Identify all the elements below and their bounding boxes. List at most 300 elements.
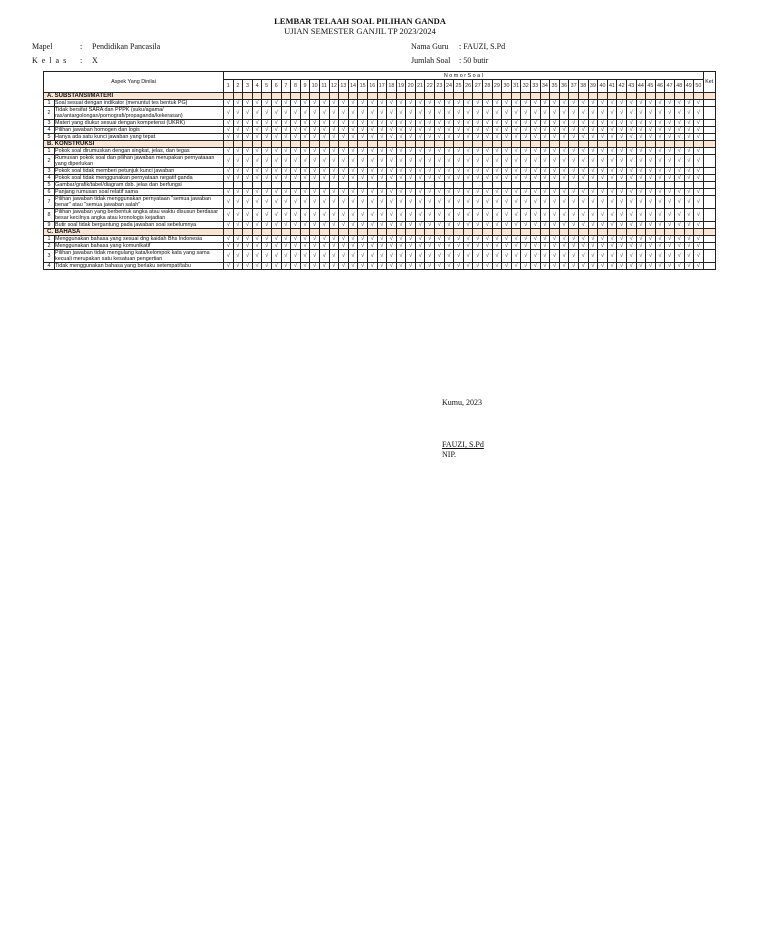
check-cell[interactable]: √ [367, 189, 377, 196]
check-cell[interactable]: √ [646, 250, 656, 263]
check-cell[interactable]: √ [473, 243, 483, 250]
check-cell[interactable]: √ [454, 175, 464, 182]
check-cell[interactable]: √ [550, 155, 560, 168]
check-cell[interactable]: √ [454, 236, 464, 243]
check-cell[interactable]: √ [617, 168, 627, 175]
check-cell[interactable]: √ [569, 100, 579, 107]
check-cell[interactable]: √ [300, 107, 310, 120]
check-cell[interactable]: √ [511, 196, 521, 209]
check-cell[interactable]: √ [636, 189, 646, 196]
check-cell[interactable]: √ [559, 175, 569, 182]
check-cell[interactable]: √ [674, 243, 684, 250]
check-cell[interactable]: √ [281, 250, 291, 263]
check-cell[interactable]: √ [339, 250, 349, 263]
check-cell[interactable]: √ [339, 155, 349, 168]
check-cell[interactable]: √ [348, 120, 358, 127]
check-cell[interactable]: √ [243, 209, 253, 222]
check-cell[interactable]: √ [425, 120, 435, 127]
check-cell[interactable]: √ [367, 134, 377, 141]
check-cell[interactable]: √ [492, 127, 502, 134]
check-cell[interactable]: √ [233, 250, 243, 263]
check-cell[interactable]: √ [291, 250, 301, 263]
check-cell[interactable]: √ [569, 148, 579, 155]
check-cell[interactable]: √ [559, 168, 569, 175]
check-cell[interactable]: √ [655, 222, 665, 229]
check-cell[interactable]: √ [684, 100, 694, 107]
check-cell[interactable]: √ [233, 155, 243, 168]
check-cell[interactable]: √ [310, 127, 320, 134]
check-cell[interactable]: √ [626, 107, 636, 120]
check-cell[interactable]: √ [310, 243, 320, 250]
check-cell[interactable]: √ [578, 236, 588, 243]
check-cell[interactable]: √ [502, 127, 512, 134]
check-cell[interactable]: √ [435, 236, 445, 243]
check-cell[interactable]: √ [425, 175, 435, 182]
check-cell[interactable]: √ [319, 134, 329, 141]
check-cell[interactable]: √ [598, 263, 608, 270]
check-cell[interactable]: √ [358, 155, 368, 168]
check-cell[interactable]: √ [550, 222, 560, 229]
check-cell[interactable]: √ [550, 250, 560, 263]
check-cell[interactable]: √ [569, 263, 579, 270]
check-cell[interactable]: √ [319, 263, 329, 270]
check-cell[interactable]: √ [550, 127, 560, 134]
check-cell[interactable]: √ [281, 155, 291, 168]
check-cell[interactable]: √ [463, 107, 473, 120]
check-cell[interactable]: √ [224, 120, 234, 127]
check-cell[interactable] [463, 182, 473, 189]
check-cell[interactable]: √ [358, 100, 368, 107]
check-cell[interactable]: √ [694, 134, 704, 141]
check-cell[interactable] [435, 182, 445, 189]
check-cell[interactable]: √ [310, 107, 320, 120]
check-cell[interactable]: √ [425, 243, 435, 250]
check-cell[interactable]: √ [435, 196, 445, 209]
check-cell[interactable]: √ [367, 127, 377, 134]
check-cell[interactable]: √ [598, 189, 608, 196]
check-cell[interactable]: √ [626, 134, 636, 141]
check-cell[interactable]: √ [300, 155, 310, 168]
check-cell[interactable]: √ [415, 120, 425, 127]
check-cell[interactable]: √ [310, 175, 320, 182]
check-cell[interactable]: √ [425, 263, 435, 270]
check-cell[interactable]: √ [358, 209, 368, 222]
check-cell[interactable]: √ [607, 168, 617, 175]
check-cell[interactable]: √ [291, 243, 301, 250]
check-cell[interactable]: √ [233, 120, 243, 127]
check-cell[interactable]: √ [271, 107, 281, 120]
check-cell[interactable]: √ [454, 168, 464, 175]
check-cell[interactable]: √ [387, 120, 397, 127]
check-cell[interactable]: √ [243, 148, 253, 155]
check-cell[interactable]: √ [492, 222, 502, 229]
check-cell[interactable]: √ [598, 100, 608, 107]
check-cell[interactable]: √ [329, 263, 339, 270]
check-cell[interactable]: √ [339, 263, 349, 270]
check-cell[interactable]: √ [569, 134, 579, 141]
check-cell[interactable]: √ [406, 107, 416, 120]
check-cell[interactable]: √ [425, 189, 435, 196]
check-cell[interactable]: √ [473, 168, 483, 175]
check-cell[interactable]: √ [607, 120, 617, 127]
check-cell[interactable]: √ [406, 127, 416, 134]
check-cell[interactable]: √ [607, 222, 617, 229]
check-cell[interactable]: √ [310, 250, 320, 263]
check-cell[interactable]: √ [694, 243, 704, 250]
check-cell[interactable]: √ [454, 134, 464, 141]
check-cell[interactable]: √ [310, 134, 320, 141]
check-cell[interactable]: √ [396, 236, 406, 243]
check-cell[interactable]: √ [578, 209, 588, 222]
check-cell[interactable] [473, 182, 483, 189]
check-cell[interactable]: √ [646, 100, 656, 107]
check-cell[interactable]: √ [224, 155, 234, 168]
check-cell[interactable]: √ [492, 168, 502, 175]
check-cell[interactable]: √ [502, 263, 512, 270]
check-cell[interactable]: √ [367, 168, 377, 175]
check-cell[interactable]: √ [684, 134, 694, 141]
check-cell[interactable]: √ [473, 222, 483, 229]
check-cell[interactable]: √ [377, 236, 387, 243]
check-cell[interactable] [348, 182, 358, 189]
check-cell[interactable]: √ [300, 100, 310, 107]
check-cell[interactable]: √ [415, 196, 425, 209]
check-cell[interactable]: √ [483, 120, 493, 127]
check-cell[interactable]: √ [444, 148, 454, 155]
check-cell[interactable]: √ [655, 189, 665, 196]
check-cell[interactable]: √ [233, 175, 243, 182]
check-cell[interactable]: √ [281, 263, 291, 270]
check-cell[interactable]: √ [415, 155, 425, 168]
check-cell[interactable]: √ [415, 148, 425, 155]
check-cell[interactable]: √ [531, 107, 541, 120]
check-cell[interactable]: √ [578, 168, 588, 175]
check-cell[interactable]: √ [262, 134, 272, 141]
check-cell[interactable]: √ [377, 209, 387, 222]
check-cell[interactable]: √ [626, 263, 636, 270]
check-cell[interactable]: √ [243, 189, 253, 196]
check-cell[interactable]: √ [319, 120, 329, 127]
check-cell[interactable]: √ [425, 196, 435, 209]
check-cell[interactable]: √ [598, 236, 608, 243]
check-cell[interactable]: √ [636, 127, 646, 134]
check-cell[interactable]: √ [502, 222, 512, 229]
check-cell[interactable]: √ [271, 196, 281, 209]
check-cell[interactable]: √ [531, 100, 541, 107]
check-cell[interactable]: √ [425, 148, 435, 155]
check-cell[interactable]: √ [281, 236, 291, 243]
check-cell[interactable]: √ [655, 175, 665, 182]
check-cell[interactable]: √ [463, 155, 473, 168]
check-cell[interactable]: √ [617, 134, 627, 141]
check-cell[interactable]: √ [319, 222, 329, 229]
check-cell[interactable]: √ [674, 148, 684, 155]
check-cell[interactable]: √ [300, 148, 310, 155]
check-cell[interactable] [492, 182, 502, 189]
check-cell[interactable]: √ [569, 155, 579, 168]
check-cell[interactable]: √ [396, 175, 406, 182]
check-cell[interactable]: √ [377, 127, 387, 134]
check-cell[interactable] [406, 182, 416, 189]
check-cell[interactable] [291, 182, 301, 189]
check-cell[interactable]: √ [415, 168, 425, 175]
check-cell[interactable]: √ [694, 155, 704, 168]
check-cell[interactable]: √ [300, 250, 310, 263]
check-cell[interactable]: √ [483, 168, 493, 175]
check-cell[interactable]: √ [348, 175, 358, 182]
check-cell[interactable]: √ [271, 134, 281, 141]
check-cell[interactable]: √ [674, 196, 684, 209]
check-cell[interactable]: √ [271, 120, 281, 127]
check-cell[interactable]: √ [569, 127, 579, 134]
check-cell[interactable]: √ [348, 127, 358, 134]
check-cell[interactable]: √ [348, 222, 358, 229]
check-cell[interactable] [684, 182, 694, 189]
check-cell[interactable]: √ [588, 100, 598, 107]
check-cell[interactable]: √ [358, 175, 368, 182]
check-cell[interactable]: √ [435, 175, 445, 182]
check-cell[interactable]: √ [636, 148, 646, 155]
check-cell[interactable]: √ [329, 189, 339, 196]
check-cell[interactable]: √ [396, 189, 406, 196]
check-cell[interactable]: √ [617, 120, 627, 127]
check-cell[interactable]: √ [674, 155, 684, 168]
check-cell[interactable]: √ [511, 209, 521, 222]
check-cell[interactable]: √ [559, 155, 569, 168]
check-cell[interactable]: √ [262, 148, 272, 155]
check-cell[interactable]: √ [339, 134, 349, 141]
check-cell[interactable]: √ [588, 148, 598, 155]
check-cell[interactable]: √ [319, 196, 329, 209]
check-cell[interactable]: √ [463, 148, 473, 155]
check-cell[interactable]: √ [473, 148, 483, 155]
check-cell[interactable]: √ [540, 127, 550, 134]
check-cell[interactable]: √ [607, 134, 617, 141]
check-cell[interactable]: √ [694, 263, 704, 270]
check-cell[interactable]: √ [684, 189, 694, 196]
check-cell[interactable]: √ [511, 250, 521, 263]
ket-cell[interactable] [703, 127, 715, 134]
check-cell[interactable] [252, 182, 262, 189]
check-cell[interactable]: √ [377, 196, 387, 209]
ket-cell[interactable] [703, 148, 715, 155]
check-cell[interactable]: √ [483, 236, 493, 243]
check-cell[interactable]: √ [252, 134, 262, 141]
check-cell[interactable]: √ [396, 127, 406, 134]
check-cell[interactable]: √ [511, 134, 521, 141]
check-cell[interactable]: √ [473, 236, 483, 243]
check-cell[interactable]: √ [291, 222, 301, 229]
check-cell[interactable] [415, 182, 425, 189]
check-cell[interactable]: √ [492, 189, 502, 196]
check-cell[interactable]: √ [626, 120, 636, 127]
check-cell[interactable]: √ [319, 148, 329, 155]
check-cell[interactable]: √ [444, 196, 454, 209]
check-cell[interactable]: √ [531, 196, 541, 209]
check-cell[interactable]: √ [377, 250, 387, 263]
check-cell[interactable] [655, 182, 665, 189]
check-cell[interactable]: √ [425, 134, 435, 141]
check-cell[interactable]: √ [291, 196, 301, 209]
check-cell[interactable]: √ [310, 236, 320, 243]
check-cell[interactable]: √ [483, 134, 493, 141]
check-cell[interactable]: √ [387, 243, 397, 250]
check-cell[interactable]: √ [463, 189, 473, 196]
ket-cell[interactable] [703, 168, 715, 175]
check-cell[interactable]: √ [694, 127, 704, 134]
check-cell[interactable]: √ [646, 196, 656, 209]
check-cell[interactable]: √ [511, 148, 521, 155]
check-cell[interactable]: √ [454, 263, 464, 270]
check-cell[interactable]: √ [406, 236, 416, 243]
check-cell[interactable]: √ [550, 175, 560, 182]
check-cell[interactable]: √ [674, 100, 684, 107]
check-cell[interactable]: √ [540, 175, 550, 182]
check-cell[interactable]: √ [291, 148, 301, 155]
check-cell[interactable]: √ [569, 196, 579, 209]
check-cell[interactable]: √ [367, 196, 377, 209]
check-cell[interactable]: √ [310, 189, 320, 196]
check-cell[interactable] [636, 182, 646, 189]
check-cell[interactable]: √ [588, 155, 598, 168]
check-cell[interactable]: √ [358, 222, 368, 229]
check-cell[interactable]: √ [626, 243, 636, 250]
check-cell[interactable]: √ [521, 155, 531, 168]
check-cell[interactable]: √ [540, 107, 550, 120]
check-cell[interactable]: √ [262, 236, 272, 243]
check-cell[interactable]: √ [358, 263, 368, 270]
check-cell[interactable]: √ [511, 175, 521, 182]
check-cell[interactable]: √ [454, 127, 464, 134]
check-cell[interactable] [540, 182, 550, 189]
check-cell[interactable]: √ [559, 209, 569, 222]
check-cell[interactable]: √ [607, 263, 617, 270]
check-cell[interactable]: √ [665, 263, 675, 270]
check-cell[interactable]: √ [444, 168, 454, 175]
check-cell[interactable]: √ [319, 189, 329, 196]
check-cell[interactable]: √ [358, 196, 368, 209]
check-cell[interactable]: √ [358, 134, 368, 141]
check-cell[interactable]: √ [339, 209, 349, 222]
check-cell[interactable]: √ [521, 100, 531, 107]
check-cell[interactable]: √ [588, 175, 598, 182]
check-cell[interactable]: √ [646, 243, 656, 250]
check-cell[interactable]: √ [694, 100, 704, 107]
check-cell[interactable]: √ [550, 209, 560, 222]
check-cell[interactable] [224, 182, 234, 189]
check-cell[interactable]: √ [262, 175, 272, 182]
check-cell[interactable]: √ [435, 168, 445, 175]
check-cell[interactable]: √ [319, 168, 329, 175]
check-cell[interactable] [339, 182, 349, 189]
check-cell[interactable]: √ [262, 189, 272, 196]
check-cell[interactable] [665, 182, 675, 189]
check-cell[interactable]: √ [435, 263, 445, 270]
check-cell[interactable]: √ [406, 120, 416, 127]
check-cell[interactable]: √ [262, 107, 272, 120]
check-cell[interactable] [300, 182, 310, 189]
check-cell[interactable]: √ [636, 243, 646, 250]
check-cell[interactable]: √ [626, 236, 636, 243]
ket-cell[interactable] [703, 196, 715, 209]
check-cell[interactable]: √ [252, 222, 262, 229]
check-cell[interactable]: √ [550, 168, 560, 175]
check-cell[interactable]: √ [483, 222, 493, 229]
check-cell[interactable]: √ [578, 120, 588, 127]
check-cell[interactable]: √ [367, 236, 377, 243]
check-cell[interactable]: √ [578, 250, 588, 263]
check-cell[interactable]: √ [224, 209, 234, 222]
check-cell[interactable]: √ [569, 189, 579, 196]
check-cell[interactable]: √ [348, 243, 358, 250]
check-cell[interactable]: √ [396, 222, 406, 229]
check-cell[interactable]: √ [617, 236, 627, 243]
check-cell[interactable]: √ [646, 222, 656, 229]
check-cell[interactable]: √ [578, 134, 588, 141]
check-cell[interactable]: √ [252, 168, 262, 175]
check-cell[interactable]: √ [646, 236, 656, 243]
check-cell[interactable]: √ [674, 263, 684, 270]
check-cell[interactable]: √ [339, 148, 349, 155]
check-cell[interactable]: √ [252, 236, 262, 243]
check-cell[interactable]: √ [636, 209, 646, 222]
check-cell[interactable]: √ [569, 120, 579, 127]
check-cell[interactable]: √ [559, 189, 569, 196]
check-cell[interactable]: √ [406, 134, 416, 141]
check-cell[interactable] [694, 182, 704, 189]
check-cell[interactable]: √ [511, 243, 521, 250]
check-cell[interactable]: √ [319, 127, 329, 134]
check-cell[interactable]: √ [511, 127, 521, 134]
check-cell[interactable]: √ [454, 120, 464, 127]
check-cell[interactable]: √ [646, 120, 656, 127]
check-cell[interactable]: √ [271, 189, 281, 196]
check-cell[interactable]: √ [617, 155, 627, 168]
check-cell[interactable] [531, 182, 541, 189]
check-cell[interactable]: √ [483, 100, 493, 107]
check-cell[interactable]: √ [492, 209, 502, 222]
check-cell[interactable]: √ [329, 222, 339, 229]
check-cell[interactable]: √ [339, 236, 349, 243]
check-cell[interactable]: √ [655, 107, 665, 120]
check-cell[interactable]: √ [483, 189, 493, 196]
check-cell[interactable]: √ [483, 175, 493, 182]
check-cell[interactable] [310, 182, 320, 189]
check-cell[interactable] [578, 182, 588, 189]
check-cell[interactable]: √ [684, 127, 694, 134]
check-cell[interactable]: √ [454, 222, 464, 229]
check-cell[interactable]: √ [329, 107, 339, 120]
check-cell[interactable]: √ [233, 100, 243, 107]
check-cell[interactable]: √ [377, 107, 387, 120]
check-cell[interactable]: √ [271, 243, 281, 250]
check-cell[interactable]: √ [540, 120, 550, 127]
check-cell[interactable] [626, 182, 636, 189]
check-cell[interactable]: √ [694, 148, 704, 155]
check-cell[interactable]: √ [655, 236, 665, 243]
check-cell[interactable]: √ [243, 127, 253, 134]
ket-cell[interactable] [703, 222, 715, 229]
check-cell[interactable]: √ [377, 243, 387, 250]
check-cell[interactable]: √ [271, 127, 281, 134]
check-cell[interactable]: √ [444, 250, 454, 263]
check-cell[interactable]: √ [348, 250, 358, 263]
check-cell[interactable]: √ [598, 243, 608, 250]
check-cell[interactable]: √ [444, 236, 454, 243]
check-cell[interactable]: √ [387, 222, 397, 229]
check-cell[interactable]: √ [329, 134, 339, 141]
check-cell[interactable]: √ [358, 236, 368, 243]
